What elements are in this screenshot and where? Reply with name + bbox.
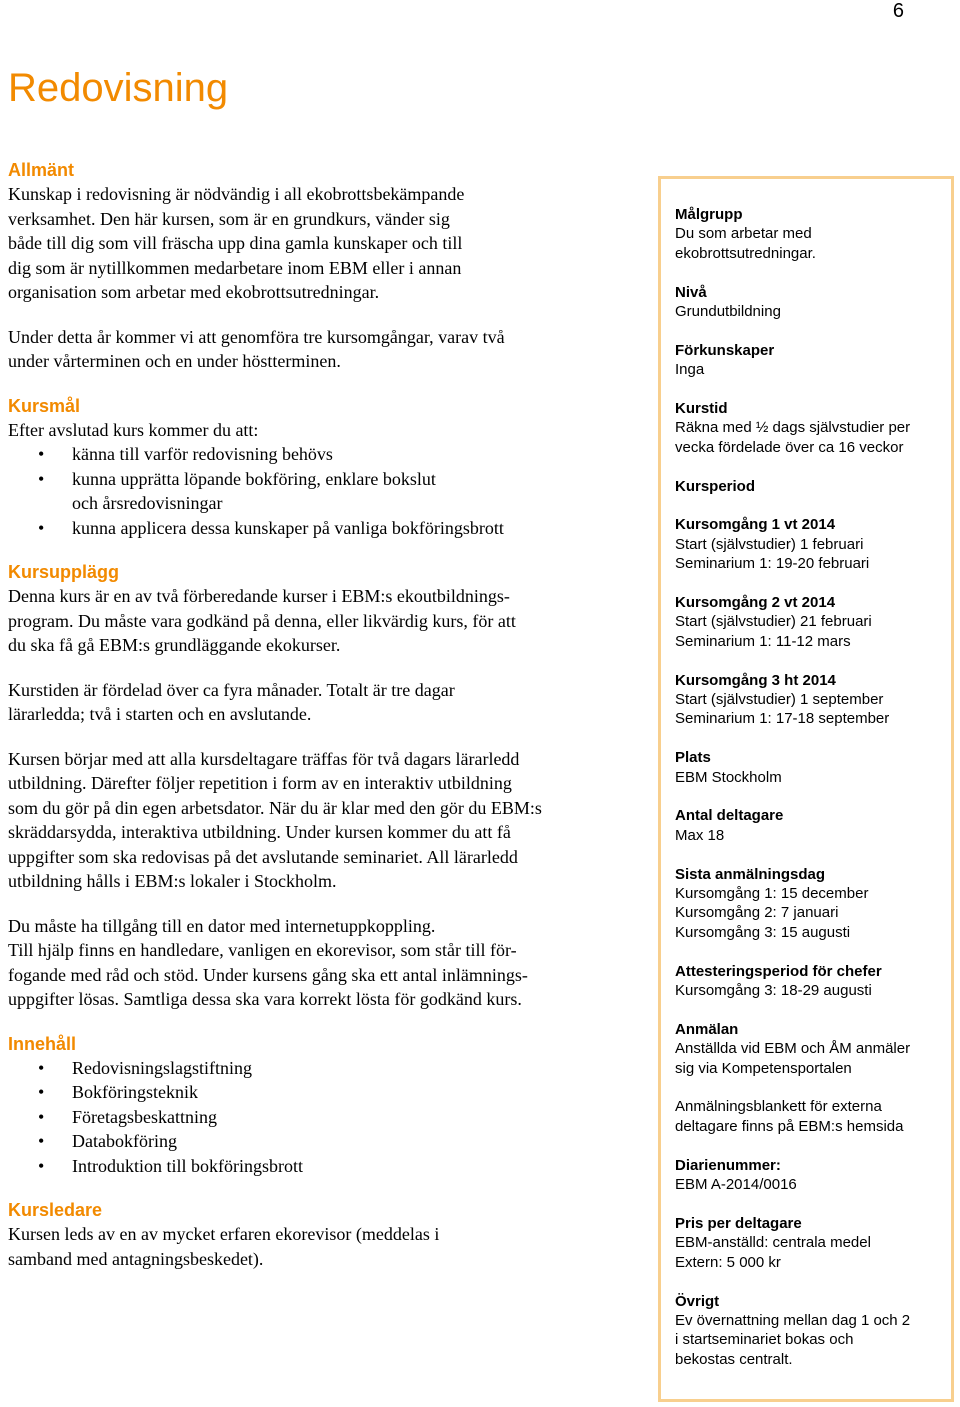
text-line: Kursen börjar med att alla kursdeltagare träffas för två dagars lärarledd	[8, 748, 520, 769]
fact-value: Max 18	[675, 826, 725, 844]
text-line: program. Du måste vara godkänd på denna, eller likvärdig kurs, för att	[8, 610, 516, 631]
text-line: dig som är nytillkommen medarbetare inom EBM eller i annan	[8, 257, 462, 278]
list-item-text: kunna upprätta löpande bokföring, enklare bokslut	[72, 468, 436, 489]
fact-label: Anmälan	[675, 1020, 739, 1038]
fact-item	[675, 1214, 939, 1272]
course-facts-box	[658, 176, 954, 1402]
fact-value: EBM Stockholm	[675, 768, 782, 786]
heading-allmant: Allmänt	[8, 160, 75, 180]
fact-label: Antal deltagare	[675, 807, 784, 825]
section-kursupplagg	[8, 560, 638, 1012]
allmant-paragraph-2	[8, 325, 638, 374]
fact-value: Kursomgång 3: 18-29 augusti	[675, 982, 872, 1000]
main-content	[8, 158, 638, 1271]
fact-value: EBM A-2014/0016	[675, 1176, 797, 1194]
list-item: • Redovisningslagstiftning	[72, 1056, 638, 1081]
fact-value: Seminarium 1: 17-18 september	[675, 710, 890, 728]
heading-kursupplagg: Kursupplägg	[8, 562, 119, 582]
fact-value: Du som arbetar med	[675, 225, 812, 243]
section-allmant	[8, 158, 638, 374]
fact-item	[675, 1156, 939, 1195]
fact-item	[675, 205, 939, 263]
list-item: • Introduktion till bokföringsbrott	[72, 1154, 638, 1179]
fact-label: Attesteringsperiod för chefer	[675, 962, 882, 980]
fact-label: Målgrupp	[675, 206, 743, 223]
fact-label: Kurstid	[675, 400, 728, 418]
fact-value: ekobrottsutredningar.	[675, 244, 816, 262]
fact-item	[675, 1292, 939, 1370]
fact-item	[675, 515, 939, 573]
fact-item	[675, 962, 939, 1001]
text-line: Till hjälp finns en handledare, vanligen en ekorevisor, som står till för-	[8, 940, 517, 960]
fact-item	[675, 399, 939, 457]
list-item: • känna till varför redovisning behövs	[72, 442, 638, 467]
innehall-list	[8, 1056, 638, 1179]
fact-value: i startseminariet bokas och	[675, 1331, 854, 1349]
kursupplagg-paragraph-4	[8, 914, 638, 1012]
list-item: • Bokföringsteknik	[72, 1080, 638, 1105]
fact-value: Räkna med ½ dags självstudier per	[675, 419, 911, 437]
fact-value: Anställda vid EBM och ÅM anmäler	[675, 1040, 911, 1058]
fact-value: Kursomgång 1: 15 december	[675, 885, 869, 903]
fact-value: Ev övernattning mellan dag 1 och 2	[675, 1311, 911, 1329]
fact-label: Förkunskaper	[675, 341, 775, 359]
fact-label: Kursomgång 1 vt 2014	[675, 516, 836, 534]
fact-value: Grundutbildning	[675, 303, 781, 321]
kursmal-intro: Efter avslutad kurs kommer du att:	[8, 419, 259, 440]
text-line: Kurstiden är fördelad över ca fyra månader. Totalt är tre dagar	[8, 679, 455, 700]
fact-value: Extern: 5 000 kr	[675, 1253, 781, 1271]
text-line: samband med antagningsbeskedet).	[8, 1248, 264, 1269]
text-line: både till dig som vill fräscha upp dina gamla kunskaper och till	[8, 233, 463, 253]
kursledare-paragraph	[8, 1222, 638, 1271]
text-line: Kunskap i redovisning är nödvändig i all ekobrottsbekämpande	[8, 184, 465, 204]
heading-kursmal: Kursmål	[8, 395, 81, 416]
fact-value: Seminarium 1: 19-20 februari	[675, 555, 870, 573]
list-item: • kunna applicera dessa kunskaper på vanliga bokföringsbrott	[72, 516, 638, 541]
page-number: 6	[892, 0, 904, 22]
fact-value: Inga	[675, 361, 705, 379]
fact-value: EBM-anställd: centrala medel	[675, 1234, 871, 1252]
fact-item	[675, 806, 939, 845]
fact-item	[675, 865, 939, 943]
text-line: Du måste ha tillgång till en dator med internetuppkoppling.	[8, 915, 436, 936]
list-item: • Databokföring	[72, 1129, 638, 1154]
text-line: uppgifter lösas. Samtliga dessa ska vara korrekt lösta för godkänd kurs.	[8, 989, 522, 1009]
text-line: skräddarsydda, interaktiva utbildning. Under kursen kommer du att få	[8, 822, 511, 842]
fact-value: vecka fördelade över ca 16 veckor	[675, 438, 904, 456]
fact-label: Diarienummer:	[675, 1156, 781, 1174]
text-line: uppgifter som ska redovisas på det avslutande seminariet. All lärarledd	[8, 846, 518, 867]
fact-label: Nivå	[675, 283, 707, 301]
text-line: verksamhet. Den här kursen, som är en grundkurs, vänder sig	[8, 208, 450, 229]
kursupplagg-paragraph-2	[8, 678, 638, 727]
fact-value: bekostas centralt.	[675, 1350, 793, 1368]
page-title: Redovisning	[8, 66, 229, 110]
list-item-text: och årsredovisningar	[72, 493, 223, 513]
text-line: Denna kurs är en av två förberedande kurser i EBM:s ekoutbildnings-	[8, 586, 510, 606]
fact-item	[675, 341, 939, 380]
text-line: utbildning. Därefter följer repetition i form av en interaktiv utbildning	[8, 773, 512, 793]
text-line: du ska få gå EBM:s grundläggande ekokurser.	[8, 635, 341, 655]
fact-item	[675, 593, 939, 651]
heading-kursledare: Kursledare	[8, 1200, 103, 1220]
fact-label: Pris per deltagare	[675, 1214, 802, 1232]
fact-label: Sista anmälningsdag	[675, 865, 826, 883]
section-kursmal	[8, 394, 638, 541]
list-item	[72, 467, 638, 516]
heading-innehall: Innehåll	[8, 1033, 77, 1054]
fact-value: deltagare finns på EBM:s hemsida	[675, 1117, 904, 1135]
fact-label: Kursomgång 2 vt 2014	[675, 594, 836, 612]
fact-label: Kursomgång 3 ht 2014	[675, 671, 836, 689]
text-line: Kursen leds av en av mycket erfaren ekorevisor (meddelas i	[8, 1224, 440, 1244]
fact-item	[675, 671, 939, 729]
text-line: fogande med råd och stöd. Under kursens gång ska ett antal inlämnings-	[8, 964, 528, 985]
kursmal-list	[8, 442, 638, 540]
text-line: Under detta år kommer vi att genomföra tre kursomgångar, varav två	[8, 326, 505, 347]
fact-value: Seminarium 1: 11-12 mars	[675, 632, 851, 650]
list-item: • Företagsbeskattning	[72, 1105, 638, 1130]
allmant-paragraph-1	[8, 182, 638, 305]
section-innehall	[8, 1032, 638, 1179]
fact-item	[675, 477, 939, 496]
fact-value: Kursomgång 3: 15 augusti	[675, 923, 851, 941]
fact-value: Start (självstudier) 1 september	[675, 691, 884, 709]
fact-item	[675, 1097, 939, 1136]
fact-label: Övrigt	[675, 1292, 720, 1310]
fact-value: Anmälningsblankett för externa	[675, 1098, 882, 1116]
fact-value: sig via Kompetensportalen	[675, 1059, 852, 1077]
fact-value: Start (självstudier) 1 februari	[675, 535, 864, 553]
fact-item	[675, 283, 939, 322]
fact-label: Kursperiod	[675, 477, 756, 495]
text-line: lärarledda; två i starten och en avslutande.	[8, 704, 312, 724]
text-line: under vårterminen och en under höstterminen.	[8, 351, 341, 371]
fact-item	[675, 748, 939, 787]
text-line: utbildning hålls i EBM:s lokaler i Stockholm.	[8, 871, 337, 891]
text-line: organisation som arbetar med ekobrottsutredningar.	[8, 282, 380, 302]
text-line: som du gör på din egen arbetsdator. När du är klar med den gör du EBM:s	[8, 797, 542, 818]
fact-value: Start (självstudier) 21 februari	[675, 613, 872, 631]
fact-label: Plats	[675, 749, 711, 767]
kursupplagg-paragraph-3	[8, 747, 638, 894]
fact-value: Kursomgång 2: 7 januari	[675, 904, 839, 922]
fact-item	[675, 1020, 939, 1078]
section-kursledare	[8, 1198, 638, 1271]
kursupplagg-paragraph-1	[8, 584, 638, 658]
